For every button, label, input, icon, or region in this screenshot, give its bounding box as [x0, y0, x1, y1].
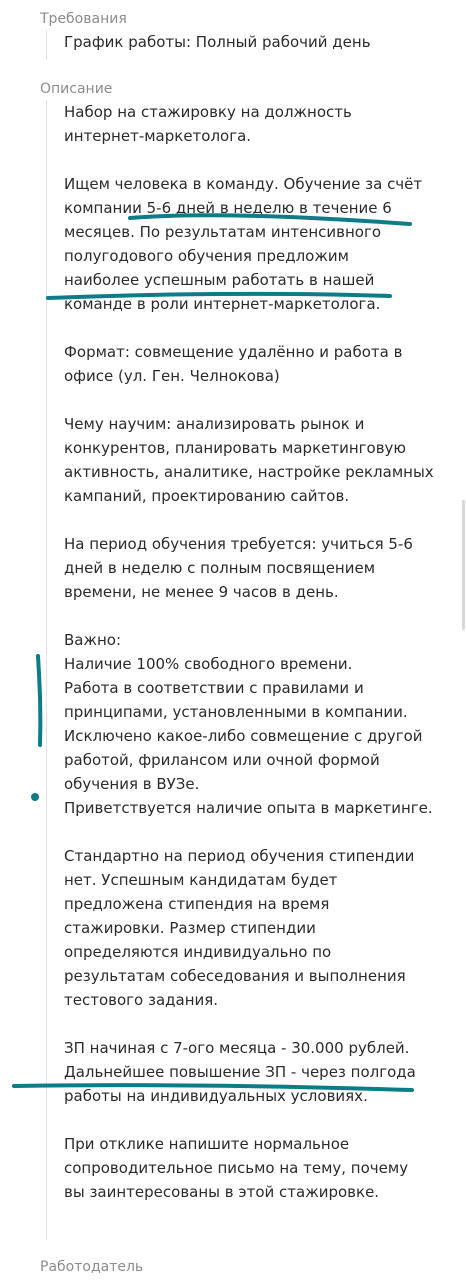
description-line: ЗП начиная с 7-ого месяца - 30.000 рублей. — [64, 1039, 410, 1057]
description-line: полугодового обучения предложим — [64, 247, 349, 265]
description-divider — [46, 100, 47, 1240]
description-paragraph — [64, 844, 452, 1012]
paragraph-gap — [64, 1012, 452, 1036]
employer-label: Работодатель — [40, 1259, 144, 1275]
paragraph-gap — [64, 508, 452, 532]
description-paragraph — [64, 628, 452, 820]
paragraph-gap — [64, 148, 452, 172]
paragraph-gap — [64, 604, 452, 628]
description-paragraph — [64, 1036, 452, 1108]
description-line: времени, не менее 9 часов в день. — [64, 583, 339, 601]
description-line: работой, фрилансом или очной формой — [64, 751, 380, 769]
description-line: кампаний, проектированию сайтов. — [64, 487, 350, 505]
description-paragraph — [64, 340, 452, 388]
description-line: обучения в ВУЗе. — [64, 775, 200, 793]
description-line: интернет-маркетолога. — [64, 127, 252, 145]
description-line: стажировки. Размер стипендии — [64, 919, 316, 937]
description-line: Набор на стажировку на должность — [64, 103, 352, 121]
description-line: На период обучения требуется: учиться 5-6 — [64, 535, 413, 553]
description-paragraph — [64, 412, 452, 508]
paragraph-gap — [64, 388, 452, 412]
description-line: вы заинтересованы в этой стажировке. — [64, 1183, 380, 1201]
description-line: Дальнейшее повышение ЗП - через полгода — [64, 1063, 416, 1081]
description-paragraph — [64, 1132, 452, 1204]
scrollbar-thumb[interactable] — [462, 500, 465, 630]
description-line: активность, аналитике, настройке рекламных — [64, 463, 434, 481]
description-line: определяются индивидуально по — [64, 943, 332, 961]
description-paragraphs — [64, 100, 452, 1204]
description-line: предложена стипендия на время — [64, 895, 330, 913]
description-line: месяцев. По результатам интенсивного — [64, 223, 382, 241]
description-line: принципами, установленными в компании. — [64, 703, 408, 721]
description-line: Исключено какое-либо совмещение с другой — [64, 727, 423, 745]
description-line: дней в неделю с полным посвящением — [64, 559, 376, 577]
description-line: Формат: совмещение удалённо и работа в — [64, 343, 403, 361]
paragraph-gap — [64, 820, 452, 844]
description-line: сопроводительное письмо на тему, почему — [64, 1159, 409, 1177]
description-line: Важно: — [64, 631, 122, 649]
description-body — [64, 100, 452, 1204]
description-line: офисе (ул. Ген. Челнокова) — [64, 367, 280, 385]
description-line: результатам собеседования и выполнения — [64, 967, 406, 985]
vertical-marker — [38, 656, 40, 745]
description-line: нет. Успешным кандидатам будет — [64, 871, 338, 889]
description-line: Работа в соответствии с правилами и — [64, 679, 364, 697]
requirements-text: График работы: Полный рабочий день — [64, 33, 371, 51]
description-line: Приветствуется наличие опыта в маркетинге. — [64, 799, 433, 817]
description-line: компании 5-6 дней в неделю в течение 6 — [64, 199, 392, 217]
description-paragraph — [64, 100, 452, 148]
requirements-divider — [46, 30, 47, 60]
description-line: наиболее успешным работать в нашей — [64, 271, 375, 289]
description-label: Описание — [40, 81, 113, 97]
paragraph-gap — [64, 316, 452, 340]
paragraph-gap — [64, 1108, 452, 1132]
description-paragraph — [64, 532, 452, 604]
requirements-label: Требования — [40, 11, 127, 27]
description-line: При отклике напишите нормальное — [64, 1135, 350, 1153]
marker-dot — [31, 793, 39, 801]
description-line: команде в роли интернет-маркетолога. — [64, 295, 381, 313]
description-line: работы на индивидуальных условиях. — [64, 1087, 368, 1105]
description-line: Чему научим: анализировать рынок и — [64, 415, 365, 433]
description-line: Наличие 100% свободного времени. — [64, 655, 353, 673]
description-line: Стандартно на период обучения стипендии — [64, 847, 415, 865]
description-line: тестового задания. — [64, 991, 219, 1009]
description-line: конкурентов, планировать маркетинговую — [64, 439, 407, 457]
description-line: Ищем человека в команду. Обучение за счёт — [64, 175, 423, 193]
description-paragraph — [64, 172, 452, 316]
